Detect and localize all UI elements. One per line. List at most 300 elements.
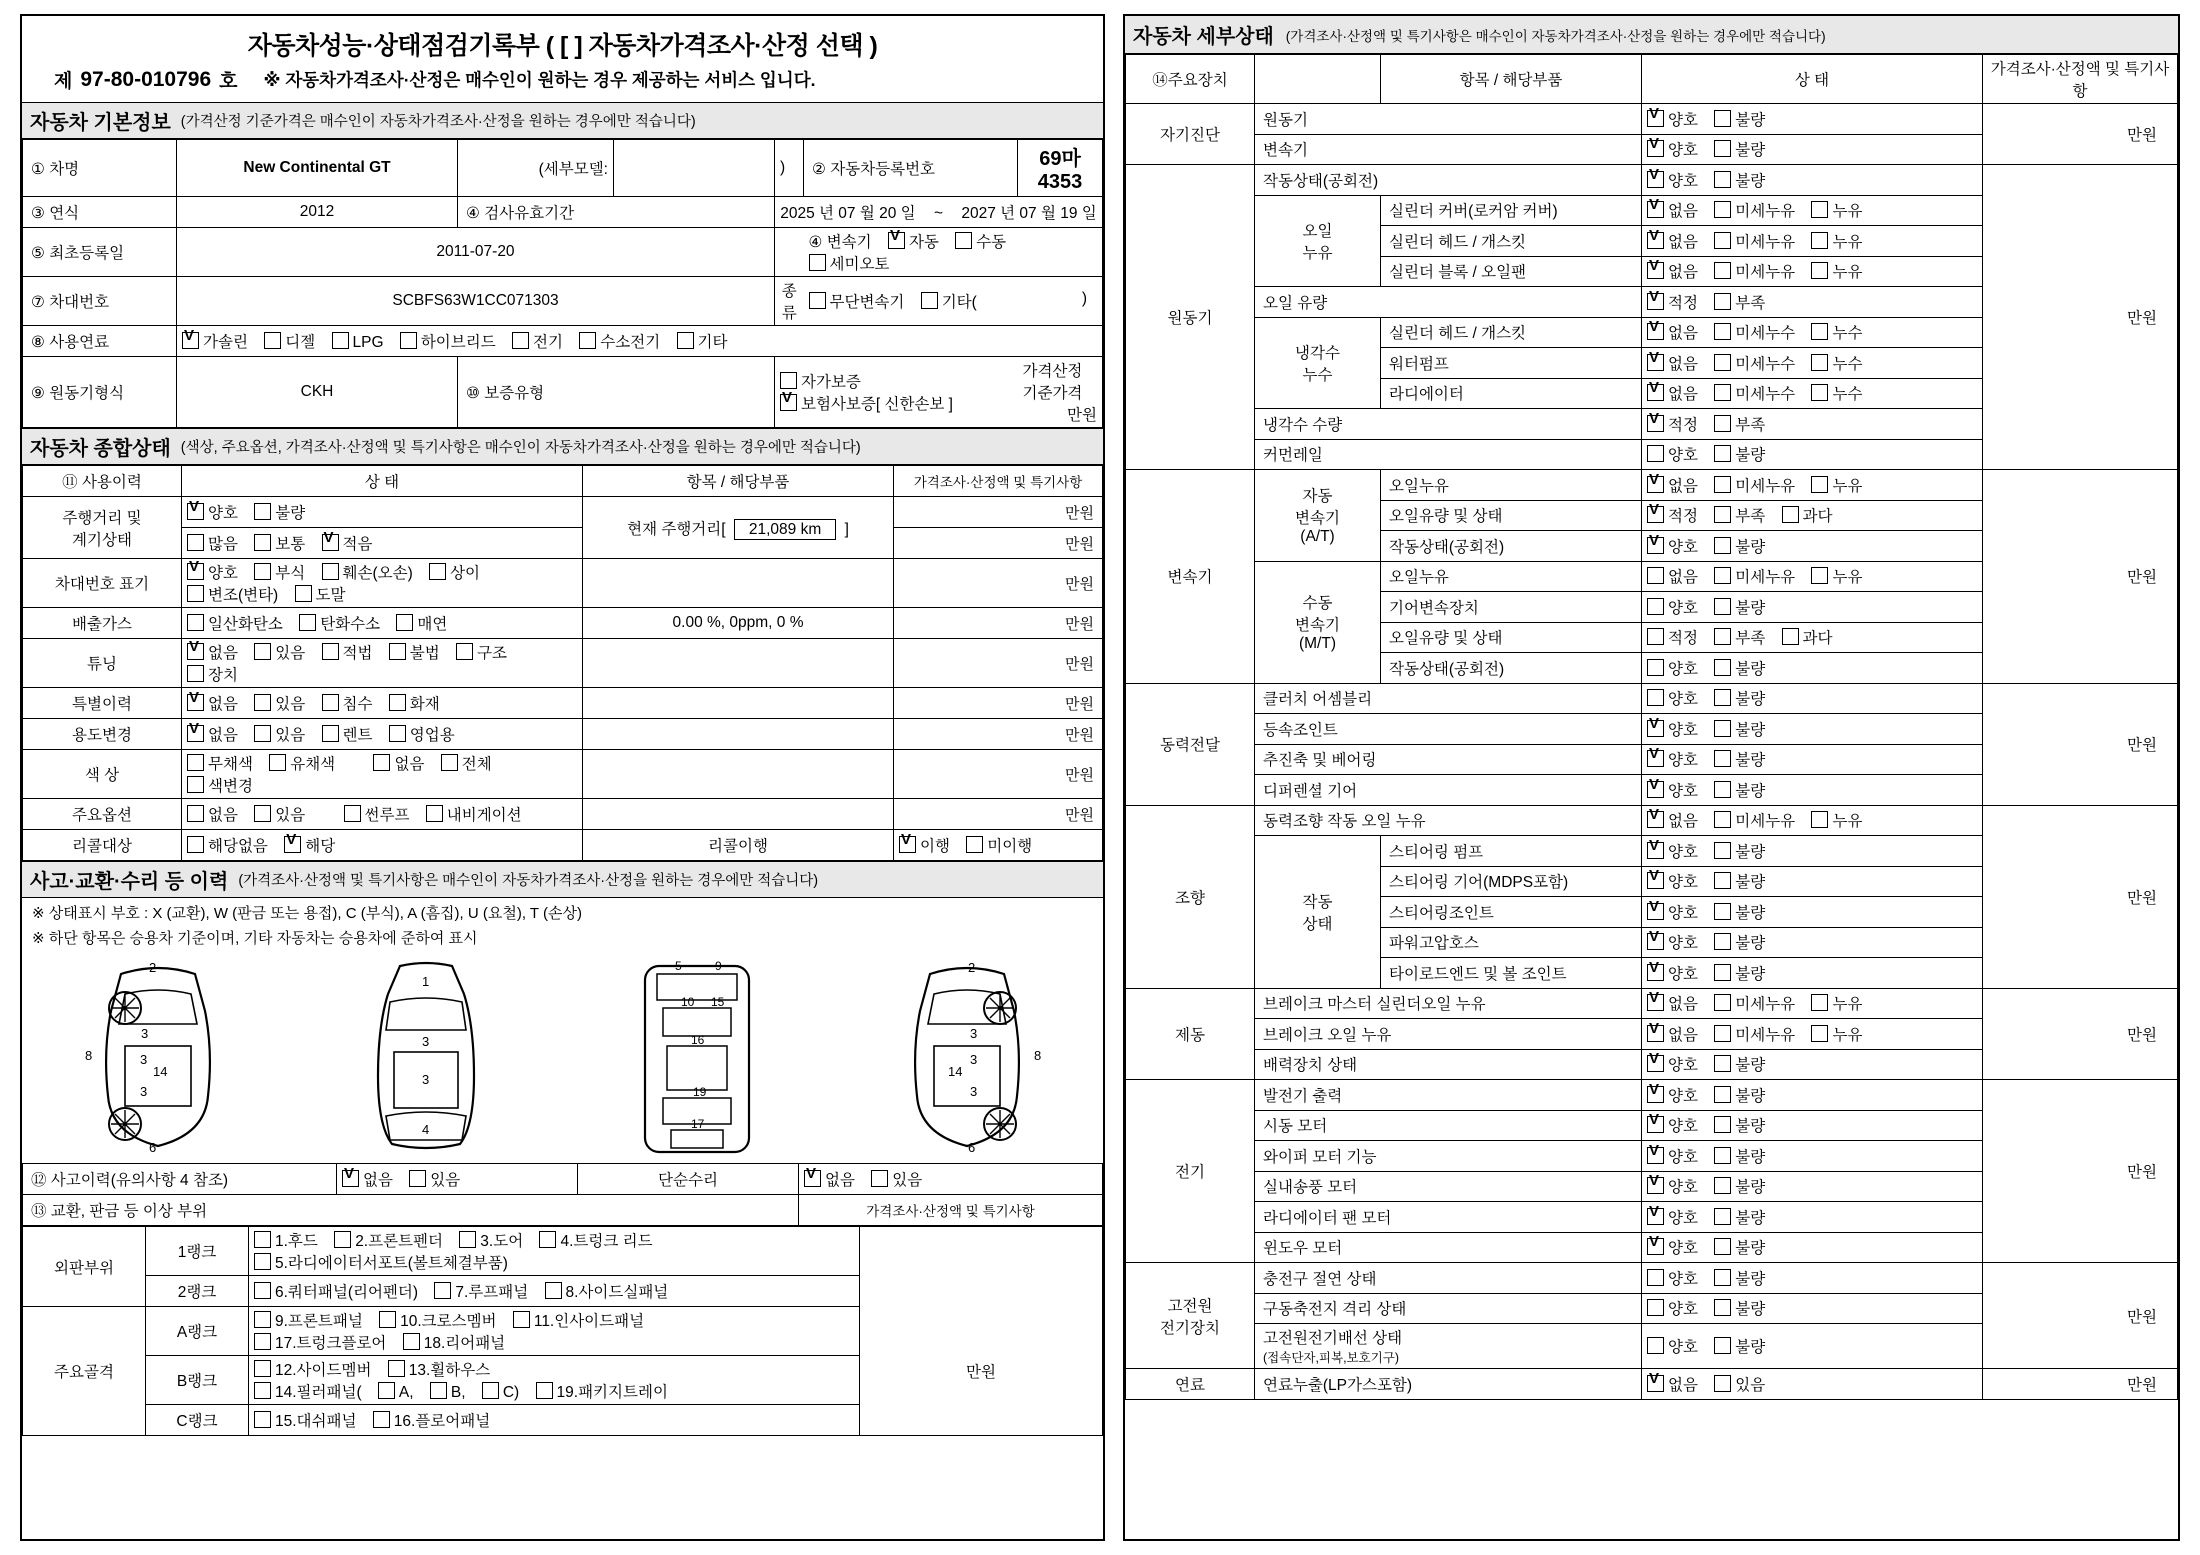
- cc-minor[interactable]: [1714, 199, 1795, 221]
- checkbox-icon[interactable]: [426, 805, 443, 822]
- checkbox-icon[interactable]: [295, 585, 312, 602]
- recall-not-done[interactable]: [966, 834, 1032, 856]
- checkbox-icon[interactable]: [1714, 1299, 1731, 1316]
- psl-minor[interactable]: [1714, 809, 1795, 831]
- checkbox-icon[interactable]: [1714, 1375, 1731, 1392]
- checkbox-icon[interactable]: [1647, 1269, 1664, 1286]
- checkbox-icon[interactable]: [1714, 384, 1731, 401]
- options-sunroof[interactable]: [344, 803, 410, 825]
- checkbox-icon[interactable]: [966, 836, 983, 853]
- gear-good[interactable]: [1647, 596, 1698, 618]
- vin-altered[interactable]: [187, 583, 278, 605]
- wp-leak[interactable]: [1811, 352, 1862, 374]
- checkbox-icon[interactable]: [403, 1333, 420, 1350]
- checkbox-icon[interactable]: [482, 1382, 499, 1399]
- checkbox-icon[interactable]: [1811, 476, 1828, 493]
- mileage-good[interactable]: [187, 501, 238, 523]
- checkbox-icon[interactable]: [322, 694, 339, 711]
- checkbox-icon[interactable]: [1647, 476, 1664, 493]
- accident-none[interactable]: [342, 1168, 393, 1190]
- sp-good[interactable]: [1647, 840, 1698, 862]
- checkbox-icon[interactable]: [379, 1311, 396, 1328]
- transmission-option-semiauto[interactable]: [809, 252, 890, 274]
- checkbox-icon[interactable]: [1714, 872, 1731, 889]
- checkbox-icon[interactable]: [254, 1253, 271, 1270]
- checkbox-icon[interactable]: [871, 1170, 888, 1187]
- checkbox-icon[interactable]: [373, 754, 390, 771]
- checkbox-icon[interactable]: [921, 292, 938, 309]
- accident-yes[interactable]: [409, 1168, 460, 1190]
- mt-leak-leak[interactable]: [1811, 565, 1862, 587]
- checkbox-icon[interactable]: [389, 643, 406, 660]
- checkbox-icon[interactable]: [434, 1282, 451, 1299]
- checkbox-icon[interactable]: [780, 372, 797, 389]
- transmission-option-auto[interactable]: [888, 230, 939, 252]
- checkbox-icon[interactable]: [1714, 842, 1731, 859]
- checkbox-icon[interactable]: [1714, 781, 1731, 798]
- tuning-none[interactable]: [187, 641, 238, 663]
- color-changed[interactable]: [187, 774, 253, 796]
- engine-diag-bad[interactable]: [1714, 108, 1765, 130]
- checkbox-icon[interactable]: [1647, 262, 1664, 279]
- checkbox-icon[interactable]: [187, 725, 204, 742]
- cr-good[interactable]: [1647, 443, 1698, 465]
- sj-bad[interactable]: [1714, 901, 1765, 923]
- checkbox-icon[interactable]: [1811, 323, 1828, 340]
- checkbox-icon[interactable]: [254, 1311, 271, 1328]
- usechange-rent[interactable]: [322, 723, 373, 745]
- oil-level-low[interactable]: [1714, 291, 1765, 313]
- checkbox-icon[interactable]: [1714, 1055, 1731, 1072]
- starter-bad[interactable]: [1714, 1114, 1765, 1136]
- rad-minor[interactable]: [1714, 382, 1795, 404]
- checkbox-icon[interactable]: [1647, 323, 1664, 340]
- vin-different[interactable]: [429, 561, 480, 583]
- part-front-panel[interactable]: [254, 1309, 363, 1331]
- checkbox-icon[interactable]: [254, 805, 271, 822]
- mileage-price-1[interactable]: 만원: [894, 497, 1103, 528]
- mt-level-low[interactable]: [1714, 626, 1765, 648]
- checkbox-icon[interactable]: [187, 694, 204, 711]
- checkbox-icon[interactable]: [1811, 994, 1828, 1011]
- checkbox-icon[interactable]: [456, 643, 473, 660]
- cv-good[interactable]: [1647, 718, 1698, 740]
- fan-bad[interactable]: [1714, 1206, 1765, 1228]
- coolant-head-none[interactable]: [1647, 321, 1698, 343]
- checkbox-icon[interactable]: [187, 776, 204, 793]
- at-level-over[interactable]: [1782, 504, 1833, 526]
- checkbox-icon[interactable]: [1714, 537, 1731, 554]
- part-radiator-support[interactable]: [254, 1251, 508, 1273]
- transmission-option-manual[interactable]: [955, 230, 1006, 252]
- part-trunk-lid[interactable]: [539, 1229, 652, 1251]
- checkbox-icon[interactable]: [1647, 811, 1664, 828]
- checkbox-icon[interactable]: [1647, 659, 1664, 676]
- fuel-option-hybrid[interactable]: [400, 330, 496, 352]
- checkbox-icon[interactable]: [1647, 415, 1664, 432]
- mileage-many[interactable]: [187, 532, 238, 554]
- checkbox-icon[interactable]: [1714, 476, 1731, 493]
- checkbox-icon[interactable]: [1714, 659, 1731, 676]
- checkbox-icon[interactable]: [430, 1382, 447, 1399]
- blower-good[interactable]: [1647, 1175, 1698, 1197]
- checkbox-icon[interactable]: [1811, 232, 1828, 249]
- checkbox-icon[interactable]: [264, 332, 281, 349]
- warranty-option-insurance[interactable]: [780, 392, 953, 414]
- checkbox-icon[interactable]: [1647, 964, 1664, 981]
- checkbox-icon[interactable]: [780, 394, 797, 411]
- checkbox-icon[interactable]: [459, 1231, 476, 1248]
- ch-minor[interactable]: [1714, 230, 1795, 252]
- price-engine[interactable]: 만원: [1983, 165, 2178, 470]
- checkbox-icon[interactable]: [1714, 994, 1731, 1011]
- checkbox-icon[interactable]: [254, 563, 271, 580]
- mt-idle-bad[interactable]: [1714, 657, 1765, 679]
- part-side-member[interactable]: [254, 1358, 371, 1380]
- part-front-fender[interactable]: [334, 1229, 443, 1251]
- cpi-bad[interactable]: [1714, 1267, 1765, 1289]
- checkbox-icon[interactable]: [1714, 964, 1731, 981]
- checkbox-icon[interactable]: [1647, 598, 1664, 615]
- checkbox-icon[interactable]: [254, 1411, 271, 1428]
- at-leak-leak[interactable]: [1811, 474, 1862, 496]
- checkbox-icon[interactable]: [1647, 293, 1664, 310]
- checkbox-icon[interactable]: [332, 332, 349, 349]
- tuning-illegal[interactable]: [389, 641, 440, 663]
- checkbox-icon[interactable]: [1714, 262, 1731, 279]
- mileage-normal[interactable]: [254, 532, 305, 554]
- checkbox-icon[interactable]: [539, 1231, 556, 1248]
- mileage-few[interactable]: [322, 532, 373, 554]
- checkbox-icon[interactable]: [1647, 537, 1664, 554]
- checkbox-icon[interactable]: [1714, 293, 1731, 310]
- emission-price[interactable]: 만원: [894, 608, 1103, 639]
- checkbox-icon[interactable]: [1811, 384, 1828, 401]
- checkbox-icon[interactable]: [322, 643, 339, 660]
- alt-bad[interactable]: [1714, 1084, 1765, 1106]
- at-level-ok[interactable]: [1647, 504, 1698, 526]
- tre-bad[interactable]: [1714, 962, 1765, 984]
- checkbox-icon[interactable]: [1714, 323, 1731, 340]
- transmission-diag-bad[interactable]: [1714, 138, 1765, 160]
- warranty-option-self[interactable]: [780, 370, 861, 392]
- ph-good[interactable]: [1647, 931, 1698, 953]
- checkbox-icon[interactable]: [1811, 354, 1828, 371]
- color-none[interactable]: [373, 752, 424, 774]
- cbk-leak[interactable]: [1811, 260, 1862, 282]
- part-pillar-b[interactable]: [430, 1382, 466, 1402]
- special-none[interactable]: [187, 692, 238, 714]
- part-door[interactable]: [459, 1229, 523, 1251]
- recall-applicable[interactable]: [284, 834, 335, 856]
- checkbox-icon[interactable]: [1647, 903, 1664, 920]
- bol-leak[interactable]: [1811, 1023, 1862, 1045]
- checkbox-icon[interactable]: [254, 1382, 271, 1399]
- checkbox-icon[interactable]: [389, 725, 406, 742]
- part-dash-panel[interactable]: [254, 1409, 356, 1431]
- transmission-option-etc[interactable]: [921, 290, 977, 312]
- mt-level-ok[interactable]: [1647, 626, 1698, 648]
- checkbox-icon[interactable]: [1647, 750, 1664, 767]
- mt-leak-minor[interactable]: [1714, 565, 1795, 587]
- mt-idle-good[interactable]: [1647, 657, 1698, 679]
- options-navigation[interactable]: [426, 803, 522, 825]
- checkbox-icon[interactable]: [1647, 445, 1664, 462]
- checkbox-icon[interactable]: [1714, 415, 1731, 432]
- checkbox-icon[interactable]: [254, 1333, 271, 1350]
- checkbox-icon[interactable]: [899, 836, 916, 853]
- fuel-option-etc[interactable]: [677, 330, 728, 352]
- checkbox-icon[interactable]: [187, 503, 204, 520]
- special-yes[interactable]: [254, 692, 305, 714]
- checkbox-icon[interactable]: [1647, 1086, 1664, 1103]
- checkbox-icon[interactable]: [536, 1382, 553, 1399]
- color-achromatic[interactable]: [187, 752, 253, 774]
- fuel-option-lpg[interactable]: [332, 332, 384, 352]
- mt-leak-none[interactable]: [1647, 565, 1698, 587]
- checkbox-icon[interactable]: [254, 503, 271, 520]
- checkbox-icon[interactable]: [1811, 201, 1828, 218]
- checkbox-icon[interactable]: [1647, 1055, 1664, 1072]
- checkbox-icon[interactable]: [1714, 354, 1731, 371]
- checkbox-icon[interactable]: [1811, 567, 1828, 584]
- checkbox-icon[interactable]: [1647, 354, 1664, 371]
- ps-bad[interactable]: [1714, 748, 1765, 770]
- at-leak-minor[interactable]: [1714, 474, 1795, 496]
- emission-smoke[interactable]: [396, 612, 447, 634]
- checkbox-icon[interactable]: [334, 1231, 351, 1248]
- ch-none[interactable]: [1647, 230, 1698, 252]
- cbk-none[interactable]: [1647, 260, 1698, 282]
- psl-leak[interactable]: [1811, 809, 1862, 831]
- checkbox-icon[interactable]: [1647, 1337, 1664, 1354]
- checkbox-icon[interactable]: [1647, 1208, 1664, 1225]
- checkbox-icon[interactable]: [254, 694, 271, 711]
- part-rear-panel[interactable]: [403, 1331, 505, 1353]
- checkbox-icon[interactable]: [1714, 1208, 1731, 1225]
- checkbox-icon[interactable]: [1714, 811, 1731, 828]
- tuning-yes[interactable]: [254, 641, 305, 663]
- checkbox-icon[interactable]: [269, 754, 286, 771]
- vin-good[interactable]: [187, 561, 238, 583]
- part-trunk-floor[interactable]: [254, 1331, 386, 1353]
- checkbox-icon[interactable]: [1714, 110, 1731, 127]
- bmc-minor[interactable]: [1714, 992, 1795, 1014]
- oil-level-ok[interactable]: [1647, 291, 1698, 313]
- checkbox-icon[interactable]: [1647, 567, 1664, 584]
- checkbox-icon[interactable]: [1714, 567, 1731, 584]
- price-high-voltage[interactable]: 만원: [1983, 1263, 2178, 1369]
- exchange-price-value[interactable]: [860, 1227, 1103, 1436]
- checkbox-icon[interactable]: [1647, 842, 1664, 859]
- checkbox-icon[interactable]: [322, 563, 339, 580]
- checkbox-icon[interactable]: [409, 1170, 426, 1187]
- checkbox-icon[interactable]: [441, 754, 458, 771]
- checkbox-icon[interactable]: [187, 563, 204, 580]
- vin-damage[interactable]: [322, 561, 413, 583]
- checkbox-icon[interactable]: [1714, 1269, 1731, 1286]
- checkbox-icon[interactable]: [1714, 445, 1731, 462]
- checkbox-icon[interactable]: [804, 1170, 821, 1187]
- checkbox-icon[interactable]: [1714, 689, 1731, 706]
- checkbox-icon[interactable]: [1714, 598, 1731, 615]
- vin-erased[interactable]: [295, 583, 346, 605]
- checkbox-icon[interactable]: [1647, 140, 1664, 157]
- checkbox-icon[interactable]: [1714, 232, 1731, 249]
- clutch-bad[interactable]: [1714, 687, 1765, 709]
- part-side-sill-panel[interactable]: [545, 1280, 669, 1302]
- checkbox-icon[interactable]: [187, 534, 204, 551]
- recall-done[interactable]: [899, 834, 950, 856]
- checkbox-icon[interactable]: [677, 332, 694, 349]
- checkbox-icon[interactable]: [1647, 720, 1664, 737]
- checkbox-icon[interactable]: [1714, 506, 1731, 523]
- checkbox-icon[interactable]: [322, 534, 339, 551]
- checkbox-icon[interactable]: [344, 805, 361, 822]
- checkbox-icon[interactable]: [187, 665, 204, 682]
- hvw-bad[interactable]: [1714, 1335, 1765, 1357]
- part-hood[interactable]: [254, 1229, 318, 1251]
- tuning-structure[interactable]: [456, 641, 507, 663]
- usechange-business[interactable]: [389, 723, 455, 745]
- tre-good[interactable]: [1647, 962, 1698, 984]
- checkbox-icon[interactable]: [955, 232, 972, 249]
- window-good[interactable]: [1647, 1236, 1698, 1258]
- checkbox-icon[interactable]: [254, 1231, 271, 1248]
- checkbox-icon[interactable]: [429, 563, 446, 580]
- diff-good[interactable]: [1647, 779, 1698, 801]
- checkbox-icon[interactable]: [1647, 384, 1664, 401]
- checkbox-icon[interactable]: [1647, 110, 1664, 127]
- coolant-head-minor[interactable]: [1714, 321, 1795, 343]
- blower-bad[interactable]: [1714, 1175, 1765, 1197]
- coolant-head-leak[interactable]: [1811, 321, 1862, 343]
- tuning-legal[interactable]: [322, 641, 373, 663]
- diff-bad[interactable]: [1714, 779, 1765, 801]
- checkbox-icon[interactable]: [396, 614, 413, 631]
- checkbox-icon[interactable]: [1714, 1116, 1731, 1133]
- checkbox-icon[interactable]: [1811, 262, 1828, 279]
- wp-none[interactable]: [1647, 352, 1698, 374]
- checkbox-icon[interactable]: [1647, 628, 1664, 645]
- checkbox-icon[interactable]: [1647, 1177, 1664, 1194]
- window-bad[interactable]: [1714, 1236, 1765, 1258]
- part-cross-member[interactable]: [379, 1309, 496, 1331]
- checkbox-icon[interactable]: [254, 643, 271, 660]
- at-idle-bad[interactable]: [1714, 535, 1765, 557]
- checkbox-icon[interactable]: [187, 643, 204, 660]
- booster-good[interactable]: [1647, 1053, 1698, 1075]
- checkbox-icon[interactable]: [1647, 1025, 1664, 1042]
- checkbox-icon[interactable]: [1714, 628, 1731, 645]
- checkbox-icon[interactable]: [809, 292, 826, 309]
- gear-bad[interactable]: [1714, 596, 1765, 618]
- vin-mark-price[interactable]: 만원: [894, 559, 1103, 608]
- rad-leak[interactable]: [1811, 382, 1862, 404]
- bol-minor[interactable]: [1714, 1023, 1795, 1045]
- transmission-option-cvt[interactable]: [809, 290, 905, 312]
- checkbox-icon[interactable]: [1811, 1025, 1828, 1042]
- checkbox-icon[interactable]: [1714, 140, 1731, 157]
- special-fire[interactable]: [389, 692, 440, 714]
- checkbox-icon[interactable]: [579, 332, 596, 349]
- checkbox-icon[interactable]: [1647, 171, 1664, 188]
- submodel-value[interactable]: [614, 140, 775, 197]
- checkbox-icon[interactable]: [1714, 171, 1731, 188]
- checkbox-icon[interactable]: [1714, 201, 1731, 218]
- checkbox-icon[interactable]: [1714, 1025, 1731, 1042]
- checkbox-icon[interactable]: [187, 585, 204, 602]
- part-inside-panel[interactable]: [513, 1309, 644, 1331]
- checkbox-icon[interactable]: [254, 725, 271, 742]
- bol-none[interactable]: [1647, 1023, 1698, 1045]
- engine-idle-good[interactable]: [1647, 169, 1698, 191]
- psl-none[interactable]: [1647, 809, 1698, 831]
- sg-good[interactable]: [1647, 870, 1698, 892]
- price-transmission[interactable]: 만원: [1983, 470, 2178, 684]
- hvw-good[interactable]: [1647, 1335, 1698, 1357]
- color-all[interactable]: [441, 752, 492, 774]
- usechange-none[interactable]: [187, 723, 238, 745]
- simple-repair-none[interactable]: [804, 1168, 855, 1190]
- fuel-option-gasoline[interactable]: [182, 330, 248, 352]
- cr-bad[interactable]: [1714, 443, 1765, 465]
- checkbox-icon[interactable]: [1714, 1177, 1731, 1194]
- wiper-good[interactable]: [1647, 1145, 1698, 1167]
- checkbox-icon[interactable]: [1647, 201, 1664, 218]
- engine-idle-bad[interactable]: [1714, 169, 1765, 191]
- at-idle-good[interactable]: [1647, 535, 1698, 557]
- color-price[interactable]: 만원: [894, 750, 1103, 799]
- checkbox-icon[interactable]: [1714, 720, 1731, 737]
- checkbox-icon[interactable]: [187, 754, 204, 771]
- emission-hc[interactable]: [299, 612, 380, 634]
- part-pillar-a[interactable]: [378, 1382, 414, 1402]
- checkbox-icon[interactable]: [1714, 1086, 1731, 1103]
- cbk-minor[interactable]: [1714, 260, 1795, 282]
- checkbox-icon[interactable]: [1647, 994, 1664, 1011]
- price-power-train[interactable]: 만원: [1983, 683, 2178, 805]
- rad-none[interactable]: [1647, 382, 1698, 404]
- fan-good[interactable]: [1647, 1206, 1698, 1228]
- checkbox-icon[interactable]: [322, 725, 339, 742]
- checkbox-icon[interactable]: [1647, 1116, 1664, 1133]
- ps-good[interactable]: [1647, 748, 1698, 770]
- part-pillar-c[interactable]: [482, 1382, 519, 1402]
- usechange-price[interactable]: 만원: [894, 719, 1103, 750]
- price-brake[interactable]: 만원: [1983, 988, 2178, 1080]
- price-self-diagnosis[interactable]: 만원: [1983, 104, 2178, 165]
- checkbox-icon[interactable]: [373, 1411, 390, 1428]
- checkbox-icon[interactable]: [1647, 1299, 1664, 1316]
- checkbox-icon[interactable]: [888, 232, 905, 249]
- checkbox-icon[interactable]: [378, 1382, 395, 1399]
- price-fuel[interactable]: 만원: [1983, 1369, 2178, 1400]
- checkbox-icon[interactable]: [1647, 506, 1664, 523]
- checkbox-icon[interactable]: [400, 332, 417, 349]
- recall-not-applicable[interactable]: [187, 834, 268, 856]
- fuel-option-diesel[interactable]: [264, 330, 315, 352]
- bmc-leak[interactable]: [1811, 992, 1862, 1014]
- fuel-option-electric[interactable]: [512, 330, 563, 352]
- checkbox-icon[interactable]: [1647, 1238, 1664, 1255]
- color-chromatic[interactable]: [269, 752, 335, 774]
- mt-level-over[interactable]: [1782, 626, 1833, 648]
- checkbox-icon[interactable]: [182, 332, 199, 349]
- sg-bad[interactable]: [1714, 870, 1765, 892]
- starter-good[interactable]: [1647, 1114, 1698, 1136]
- checkbox-icon[interactable]: [254, 1282, 271, 1299]
